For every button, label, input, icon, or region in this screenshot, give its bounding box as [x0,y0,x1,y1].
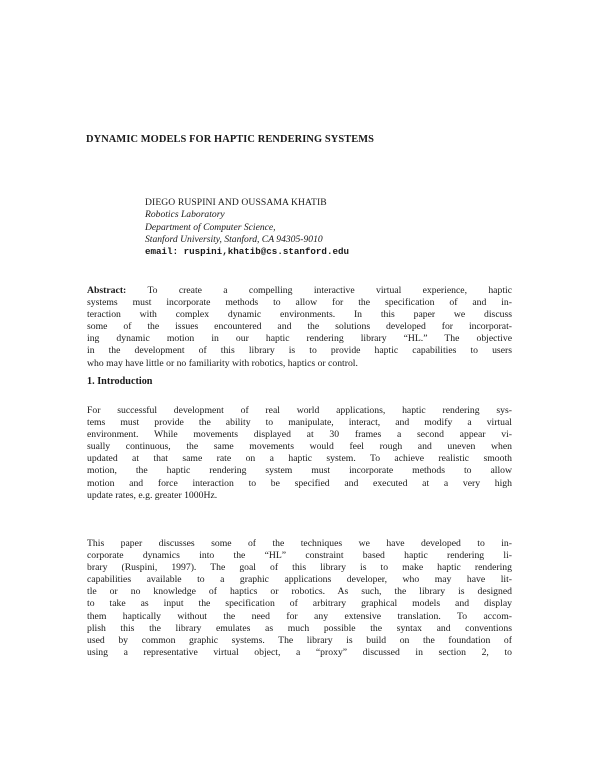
paragraph-line: corporate dynamics into the “HL” constraint based haptic rendering li- [87,550,512,562]
paragraph-line: environment. While movements displayed at 30 frames a second appear vi- [87,429,512,441]
affiliation-lab: Robotics Laboratory [145,209,225,221]
affiliation-university: Stanford University, Stanford, CA 94305-9010 [145,233,323,245]
section-heading-introduction: 1. Introduction [87,376,153,387]
paragraph-line: This paper discusses some of the techniques we have developed to in- [87,538,512,549]
paragraph-line: brary (Ruspini, 1997). The goal of this library is to make haptic rendering [87,562,512,574]
paragraph-line: motion and force interaction to be specified and executed at a very high [87,477,512,489]
author-block [145,197,505,258]
intro-paragraph-2 [87,538,512,659]
paragraph-line: plish this the library emulates as much possible the syntax and conventions [87,622,512,634]
paragraph-line: For successful development of real world applications, haptic rendering sys- [87,405,512,416]
abstract-line [87,285,512,297]
abstract-line: who may have little or no familiarity with robotics, haptics or control. [87,357,358,369]
paragraph-line: tems must provide the ability to manipulate, interact, and modify a virtual [87,417,512,429]
paragraph-line: tle or no knowledge of haptics or robotics. As such, the library is designed [87,586,512,598]
abstract-text: To create a compelling interactive virtual experience, haptic [147,285,512,296]
abstract-line: ing dynamic motion in our haptic rendering library “HL.” The objective [87,333,512,345]
paragraph-line: sually continuous, the same movements would feel rough and uneven when [87,441,512,453]
paper-title: DYNAMIC MODELS FOR HAPTIC RENDERING SYSTEMS [86,134,375,145]
abstract [87,285,512,370]
paragraph-line: used by common graphic systems. The library is build on the foundation of [87,634,512,646]
abstract-line: some of the issues encountered and the solutions developed for incorporat- [87,321,512,333]
author-email: email: ruspini,khatib@cs.stanford.edu [145,246,349,258]
affiliation-department: Department of Computer Science, [145,221,276,233]
paragraph-line: them haptically without the need for any extensive translation. To accom- [87,610,512,622]
paragraph-line: motion, the haptic rendering system must incorporate methods to allow [87,465,512,477]
abstract-line: systems must incorporate methods to allow for the specification of and in- [87,297,512,309]
paragraph-line: updated at that same rate on a haptic system. To achieve realistic smooth [87,453,512,465]
paragraph-line: using a representative virtual object, a “proxy” discussed in section 2, to [87,646,512,658]
authors: DIEGO RUSPINI AND OUSSAMA KHATIB [145,197,327,208]
abstract-label: Abstract: [87,285,127,296]
paragraph-line: capabilities available to a graphic applications developer, who may have lit- [87,574,512,586]
abstract-line: teraction with complex dynamic environments. In this paper we discuss [87,309,512,321]
intro-paragraph-1 [87,405,512,502]
abstract-line: in the development of this library is to provide haptic capabilities to users [87,345,512,357]
paragraph-line: to take as input the specification of arbitrary graphical models and display [87,598,512,610]
paragraph-line: update rates, e.g. greater 1000Hz. [87,489,218,501]
